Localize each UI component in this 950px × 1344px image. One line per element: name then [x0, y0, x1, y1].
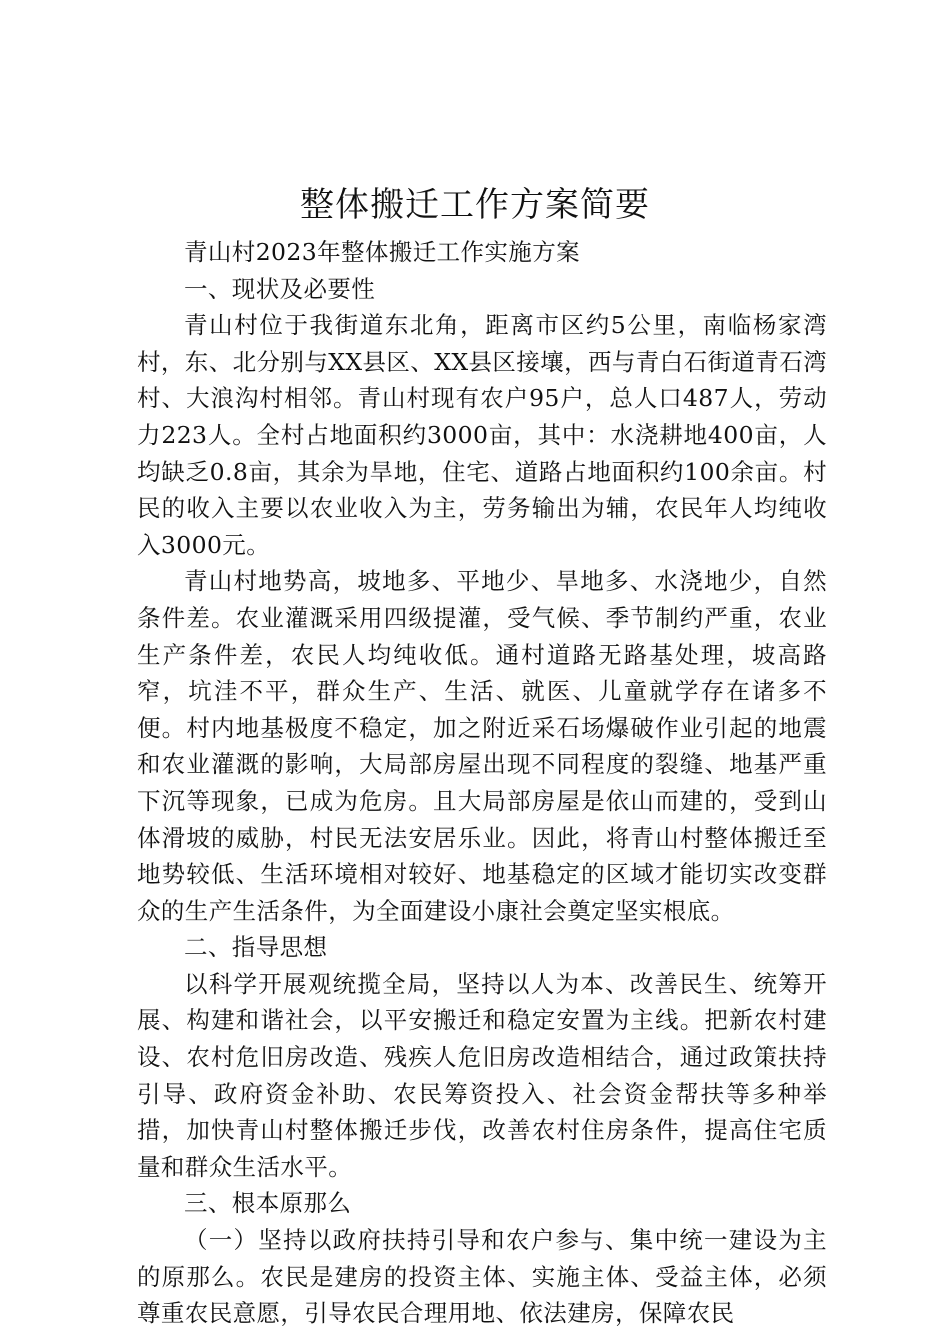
document-subtitle: 青山村2023年整体搬迁工作实施方案 [184, 238, 581, 266]
section-3-paragraph-1: （一）坚持以政府扶持引导和农户参与、集中统一建设为主的原那么。农民是建房的投资主体、实施主体、受益主体，必须尊重农民意愿，引导农民合理用地、依法建房，保障农民 [137, 1226, 827, 1328]
document-title: 整体搬迁工作方案简要 [300, 185, 650, 225]
section-1-paragraph-2: 青山村地势高，坡地多、平地少、旱地多、水浇地少，自然条件差。农业灌溉采用四级提灌，受气候、季节制约严重，农业生产条件差，农民人均纯收低。通村道路无路基处理，坡高路窄，坑洼不平，群众生产、生活、就医、儿童就学存在诸多不便。村内地基极度不稳定，加之附近采石场爆破作业引起的地震和农业灌溉的影响，大局部房屋出现不同程度的裂缝、地基严重下沉等现象，已成为危房。且大局部房屋是依山而建的，受到山体滑坡的威胁，村民无法安居乐业。因此，将青山村整体搬迁至地势较低、生活环境相对较好、地基稳定的区域才能切实改变群众的生产生活条件，为全面建设小康社会奠定坚实根底。 [137, 567, 827, 925]
section-heading-2: 二、指导思想 [184, 933, 328, 962]
section-heading-3: 三、根本原那么 [184, 1189, 352, 1218]
document-body [137, 234, 827, 1332]
section-2-paragraph-1: 以科学开展观统揽全局，坚持以人为本、改善民生、统筹开展、构建和谐社会，以平安搬迁和稳定安置为主线。把新农村建设、农村危旧房改造、残疾人危旧房改造相结合，通过政策扶持引导、政府资金补助、农民筹资投入、社会资金帮扶等多种举措，加快青山村整体搬迁步伐，改善农村住房条件，提高住宅质量和群众生活水平。 [137, 969, 827, 1181]
section-heading-1: 一、现状及必要性 [184, 274, 376, 303]
section-1-paragraph-1: 青山村位于我街道东北角，距离市区约5公里，南临杨家湾村，东、北分别与XX县区、XX县区接壤，西与青白石街道青石湾村、大浪沟村相邻。青山村现有农户95户，总人口487人，劳动力223人。全村占地面积约3000亩，其中：水浇耕地400亩，人均缺乏0.8亩，其余为旱地，住宅、道路占地面积约100余亩。村民的收入主要以农业收入为主，劳务输出为辅，农民年人均纯收入3000元。 [137, 311, 827, 559]
